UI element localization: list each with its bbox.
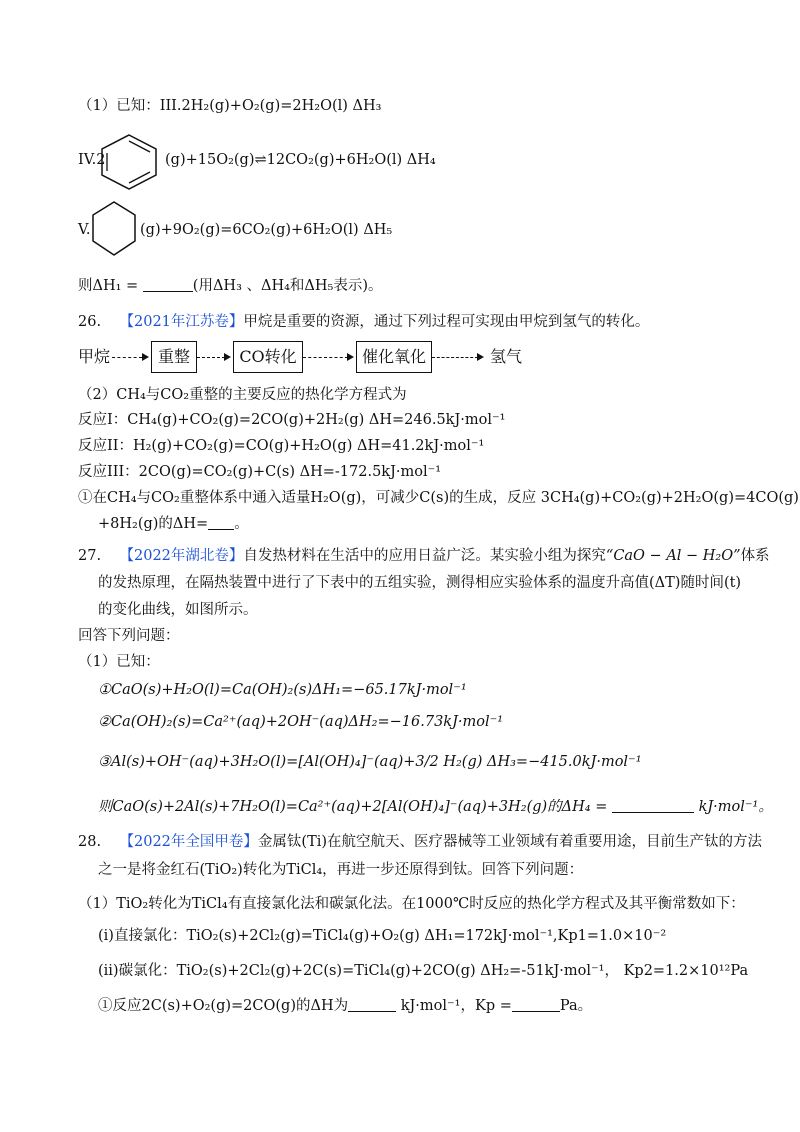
q28-question-1a: ①反应2C(s)+O₂(g)=2CO(g)的ΔH为 [98,998,349,1014]
q28-stem-1: 金属钛(Ti)在航空航天、医疗器械等工业领域有着重要用途，目前生产钛的方法 [257,834,763,850]
q26-number: 26. [78,314,102,330]
q27-ask: 回答下列问题： [78,628,180,644]
q26-question-1b-line [98,514,249,534]
q26-stem [78,312,649,332]
q27-stem-1c: 体系 [740,548,770,564]
flow-arrowhead-4 [477,353,484,361]
answer-blank[interactable] [208,515,234,530]
flow-box-co-conversion: CO转化 [233,341,303,373]
q27-equation-4: 则CaO(s)+2Al(s)+7H₂O(l)=Ca²⁺(aq)+2[Al(OH)₄]⁻(aq)+3H₂(g)的ΔH₄ = [98,799,608,815]
flow-arrow-2 [197,357,225,358]
answer-blank[interactable] [143,277,193,292]
q27-equation-2: ②Ca(OH)₂(s)=Ca²⁺(aq)+2OH⁻(aq)ΔH₂=−16.73kJ·mol⁻¹ [98,714,504,730]
flow-end-hydrogen: 氢气 [490,347,523,366]
prev-line-v-prefix: V. [78,222,91,238]
flow-arrowhead-3 [347,353,354,361]
q27-stem-line-2: 的发热原理，在隔热装置中进行了下表中的五组实验，测得相应实验体系的温度升高值(ΔT)随时间(t) [98,575,742,591]
q28-sub1: （1）TiO₂转化为TiCl₄有直接氯化法和碳氯化法。在1000℃时反应的热化学方程式及其平衡常数如下： [78,896,745,912]
q27-sub1: （1）已知： [78,654,160,670]
q28-direct-chlorination: (i)直接氯化：TiO₂(s)+2Cl₂(g)=TiCl₄(g)+O₂(g) ΔH₁=172kJ·mol⁻¹,Kp1=1.0×10⁻² [98,928,667,944]
q27-equation-4-line [98,797,773,817]
prev-line-v-equation: (g)+9O₂(g)=6CO₂(g)+6H₂O(l) ΔH₅ [140,222,393,238]
prev-line-iv-equation: (g)+15O₂(g)⇌12CO₂(g)+6H₂O(l) ΔH₄ [165,152,436,168]
prev-answer-prefix: 则ΔH₁ = [78,278,143,294]
q27-equation-3: ③Al(s)+OH⁻(aq)+3H₂O(l)=[Al(OH)₄]⁻(aq)+3/2 H₂(g) ΔH₃=−415.0kJ·mol⁻¹ [98,754,642,770]
flow-box-reforming: 重整 [151,341,197,373]
answer-blank[interactable] [612,798,694,813]
q28-carbochlorination: (ii)碳氯化：TiO₂(s)+2Cl₂(g)+2C(s)=TiCl₄(g)+2CO(g) ΔH₂=-51kJ·mol⁻¹， Kp2=1.2×10¹²Pa [98,963,749,979]
q28-stem-line-2: 之一是将金红石(TiO₂)转化为TiCl₄，再进一步还原得到钛。回答下列问题： [98,862,584,878]
q27-stem-line-1 [78,546,770,566]
q28-source-tag: 【2022年全国甲卷】 [119,834,258,850]
prev-line-iv-prefix: IV.2 [78,152,106,168]
cyclohexane-ring-structure [90,199,138,259]
flow-start-methane: 甲烷 [78,347,111,366]
flow-arrowhead-2 [224,353,231,361]
flow-arrow-1 [112,357,142,358]
q27-stem-line-3: 的变化曲线，如图所示。 [98,602,258,618]
q28-question-1c: Pa。 [559,998,593,1014]
q27-equation-1: ①CaO(s)+H₂O(l)=Ca(OH)₂(s)ΔH₁=−65.17kJ·mol⁻¹ [98,682,467,698]
q26-sub2: （2）CH₄与CO₂重整的主要反应的热化学方程式为 [78,387,407,403]
flow-box-catalytic-oxidation: 催化氧化 [356,341,432,373]
q26-reaction-1: 反应I：CH₄(g)+CO₂(g)=2CO(g)+2H₂(g) ΔH=246.5kJ·mol⁻¹ [78,412,506,428]
answer-blank[interactable] [512,997,560,1012]
q28-stem-line-1 [78,832,762,852]
q27-source-tag: 【2022年湖北卷】 [119,548,244,564]
q27-equation-4-unit: kJ·mol⁻¹。 [698,799,773,815]
q27-stem-1a: 自发热材料在生活中的应用日益广泛。某实验小组为探究 [243,548,606,564]
q28-question-1-line [98,996,592,1016]
q27-system-formula: “CaO − Al − H₂O” [605,548,741,564]
q26-source-tag: 【2021年江苏卷】 [119,314,244,330]
q26-question-1a: ①在CH₄与CO₂重整体系中通入适量H₂O(g)，可减少C(s)的生成，反应 3CH₄(g)+CO₂(g)+2H₂O(g)=4CO(g) [78,490,799,506]
benzene-ring-structure [96,132,162,190]
flow-arrow-3 [303,357,348,358]
q26-stem-text: 甲烷是重要的资源，通过下列过程可实现由甲烷到氢气的转化。 [243,314,650,330]
q26-question-1b: +8H₂(g)的ΔH= [98,516,209,532]
answer-blank[interactable] [348,997,396,1012]
q26-reaction-3: 反应III：2CO(g)=CO₂(g)+C(s) ΔH=-172.5kJ·mol⁻¹ [78,464,442,480]
q26-reaction-2: 反应II：H₂(g)+CO₂(g)=CO(g)+H₂O(g) ΔH=41.2kJ·mol⁻¹ [78,438,485,454]
q28-number: 28. [78,834,102,850]
flow-arrowhead-1 [142,353,149,361]
q27-number: 27. [78,548,102,564]
q28-question-1b: kJ·mol⁻¹，Kp = [400,998,512,1014]
flow-arrow-4 [432,357,478,358]
prev-known-line: （1）已知：III.2H₂(g)+O₂(g)=2H₂O(l) ΔH₃ [78,98,382,114]
q26-question-1c: 。 [234,516,249,532]
prev-answer-suffix: (用ΔH₃ 、ΔH₄和ΔH₅表示)。 [192,278,383,294]
prev-answer-line [78,276,383,296]
